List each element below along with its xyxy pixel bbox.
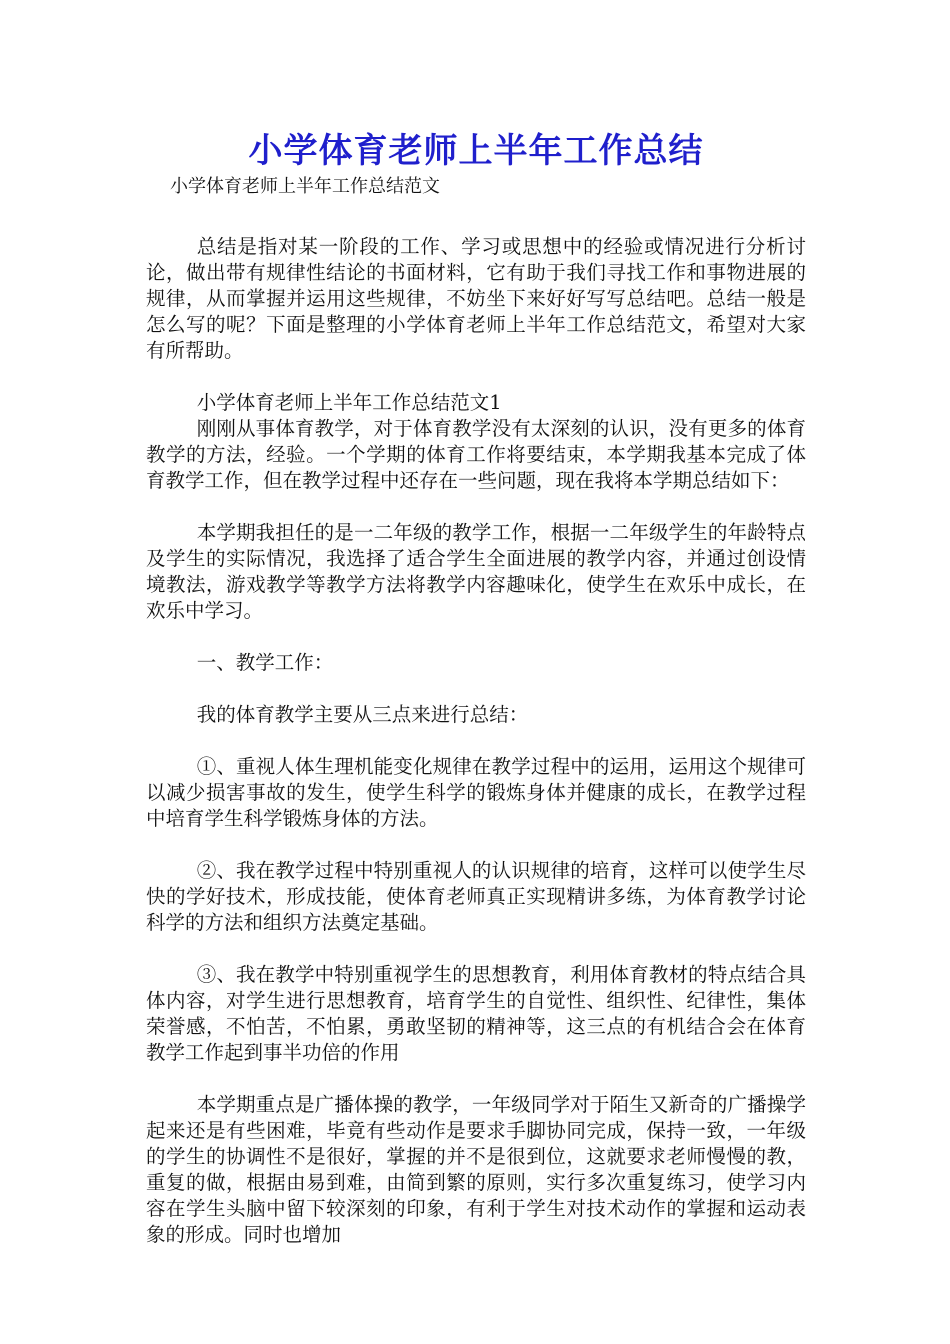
body-paragraph: 刚刚从事体育教学，对于体育教学没有太深刻的认识，没有更多的体育教学的方法，经验。一个学期的体育工作将要结束，本学期我基本完成了体育教学工作，但在教学过程中还存在一些问题，现在我将本学期总结如下： xyxy=(146,417,806,492)
body-paragraph: 本学期重点是广播体操的教学，一年级同学对于陌生又新奇的广播操学起来还是有些困难，毕竟有些动作是要求手脚协同完成，保持一致，一年级的学生的协调性不是很好，掌握的并不是很到位，这就要求老师慢慢的教，重复的做，根据由易到难，由简到繁的原则，实行多次重复练习，使学习内容在学生头脑中留下较深刻的印象，有利于学生对技术动作的掌握和运动表象的形成。同时也增加 xyxy=(146,1093,806,1246)
point-paragraph-2: ②、我在教学过程中特别重视人的认识规律的培育，这样可以使学生尽快的学好技术，形成技能，使体育老师真正实现精讲多练，为体育教学讨论科学的方法和组织方法奠定基础。 xyxy=(146,859,806,934)
body-paragraph: 本学期我担任的是一二年级的教学工作，根据一二年级学生的年龄特点及学生的实际情况，我选择了适合学生全面进展的教学内容，并通过创设情境教法，游戏教学等教学方法将教学内容趣味化，使学生在欢乐中成长，在欢乐中学习。 xyxy=(146,521,806,622)
point-paragraph-3: ③、我在教学中特别重视学生的思想教育，利用体育教材的特点结合具体内容，对学生进行思想教育，培育学生的自觉性、组织性、纪律性，集体荣誉感，不怕苦，不怕累，勇敢坚韧的精神等，这三点的有机结合会在体育教学工作起到事半功倍的作用 xyxy=(146,963,806,1064)
body-paragraph: 我的体育教学主要从三点来进行总结： xyxy=(196,703,529,726)
section-heading: 一、教学工作： xyxy=(196,651,334,674)
sample-heading: 小学体育老师上半年工作总结范文1 xyxy=(196,391,502,414)
point-paragraph-1: ①、重视人体生理机能变化规律在教学过程中的运用，运用这个规律可以减少损害事故的发生，使学生科学的锻炼身体并健康的成长，在教学过程中培育学生科学锻炼身体的方法。 xyxy=(146,755,806,830)
document-subtitle: 小学体育老师上半年工作总结范文 xyxy=(170,176,440,197)
document-title: 小学体育老师上半年工作总结 xyxy=(248,131,704,171)
intro-paragraph: 总结是指对某一阶段的工作、学习或思想中的经验或情况进行分析讨论，做出带有规律性结论的书面材料，它有助于我们寻找工作和事物进展的规律，从而掌握并运用这些规律，不妨坐下来好好写写总结吧。总结一般是怎么写的呢？下面是整理的小学体育老师上半年工作总结范文，希望对大家有所帮助。 xyxy=(146,235,806,362)
document-page xyxy=(146,128,806,1248)
